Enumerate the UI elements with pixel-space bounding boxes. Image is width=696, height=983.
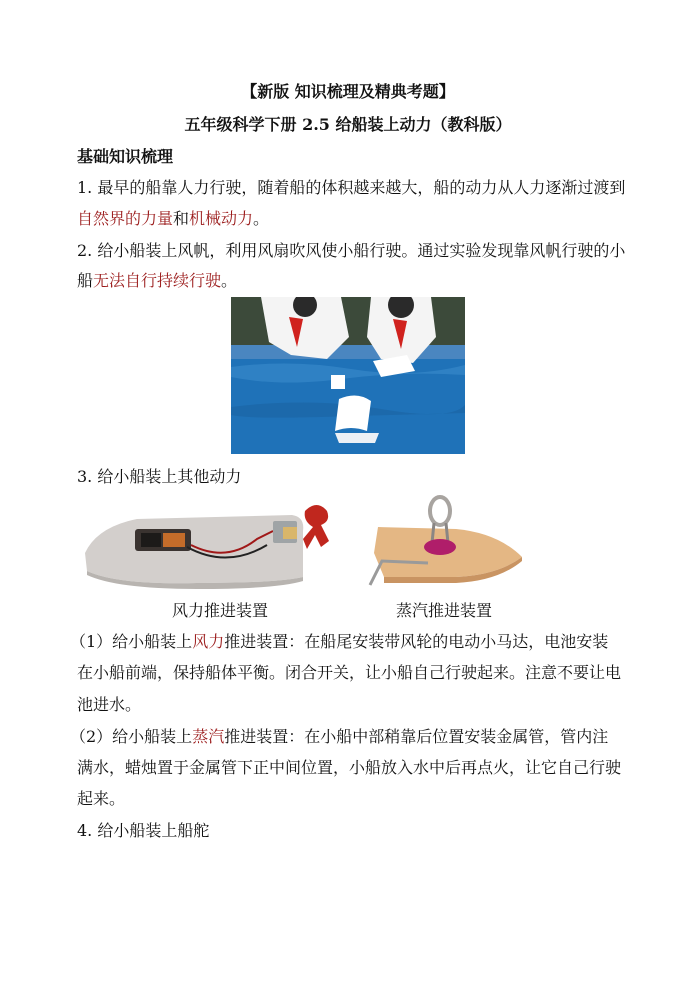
highlight-cannot-sail: 无法自行持续行驶	[93, 271, 222, 290]
paragraph-1-line-2	[77, 209, 269, 229]
caption-wind-propulsion: 风力推进装置	[172, 601, 269, 620]
paragraph-6-heading: 4. 给小船装上船舵	[77, 821, 210, 840]
document-title: 【新版 知识梳理及精典考题】	[241, 82, 455, 101]
sail-boat-pool-photo	[231, 297, 465, 454]
text-p5-start: （2）给小船装上	[70, 727, 193, 746]
caption-steam-propulsion: 蒸汽推进装置	[396, 601, 493, 620]
paragraph-3-heading: 3. 给小船装上其他动力	[77, 467, 242, 486]
section-heading: 基础知识梳理	[77, 147, 174, 166]
paragraph-4-line-2: 在小船前端，保持船体平衡。闭合开关，让小船自己行驶起来。注意不要让电	[77, 663, 622, 682]
paragraph-4-line-1	[70, 632, 608, 652]
paragraph-1-line-1: 1. 最早的船靠人力行驶，随着船的体积越来越大，船的动力从人力逐渐过渡到	[77, 178, 626, 197]
text-and: 和	[173, 209, 190, 228]
highlight-wind: 风力	[192, 632, 225, 651]
paragraph-5-line-3: 起来。	[77, 789, 126, 808]
text-p4-start: （1）给小船装上	[70, 632, 193, 651]
paragraph-5-line-1	[70, 727, 608, 747]
paragraph-2-line-2	[77, 271, 237, 291]
highlight-mechanical-power: 机械动力	[189, 209, 254, 228]
wind-propulsion-boat-image	[77, 495, 339, 590]
text-period: 。	[221, 271, 238, 290]
text-boat: 船	[77, 271, 94, 290]
steam-propulsion-boat-image	[368, 491, 526, 591]
text-p4-end: 推进装置：在船尾安装带风轮的电动小马达，电池安装	[224, 632, 609, 651]
paragraph-5-line-2: 满水，蜡烛置于金属管下正中间位置，小船放入水中后再点火，让它自己行驶	[77, 758, 622, 777]
text-p5-end: 推进装置：在小船中部稍靠后位置安装金属管，管内注	[224, 727, 609, 746]
paragraph-2-line-1: 2. 给小船装上风帆，利用风扇吹风使小船行驶。通过实验发现靠风帆行驶的小	[77, 241, 626, 260]
highlight-natural-force: 自然界的力量	[77, 209, 174, 228]
text-period: 。	[253, 209, 270, 228]
document-subtitle: 五年级科学下册 2.5 给船装上动力（教科版）	[184, 115, 512, 134]
paragraph-4-line-3: 池进水。	[77, 695, 142, 714]
highlight-steam: 蒸汽	[192, 727, 225, 746]
